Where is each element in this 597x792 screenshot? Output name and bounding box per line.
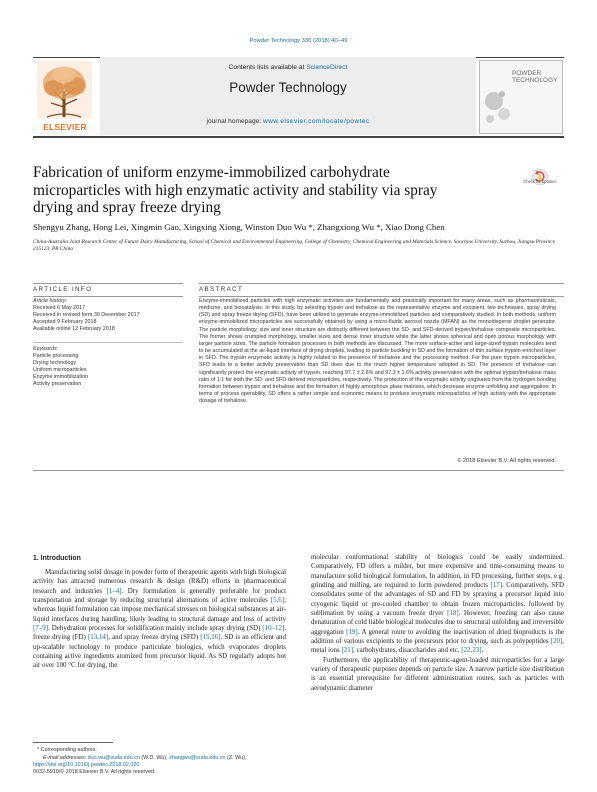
body-text: Manufacturing solid dosage in powder form of therapeutic agents with high biological activity has attracted numerous research & design (R&D) efforts in pharmaceutical research and industries	[33, 568, 286, 595]
contents-prefix: Contents lists available at	[228, 64, 307, 71]
history-received: Received 6 May 2017	[33, 305, 86, 312]
intro-left-column	[33, 568, 286, 671]
keywords-list	[33, 346, 183, 389]
keywords-label: Keywords:	[33, 346, 59, 352]
author-list: Shengyu Zhang, Hong Lei, Xingmin Gao, Xingxing Xiong, Winston Duo Wu *, Zhangxiong Wu *, Xiao Dong Chen	[33, 222, 445, 232]
history-accepted: Accepted 9 February 2018	[33, 319, 97, 326]
corresponding-footnote	[33, 746, 313, 762]
article-history-label: Article history:	[33, 298, 67, 304]
check-for-updates-label[interactable]: Check for updates	[523, 179, 557, 184]
body-text: . SD is an efficient and up-scalable technology to produce particulate biologics, which evaporates droplets containing active ingredients atomized from precursor liquid. As SD regularly adopts hot air over 100 °C for drying, the	[33, 633, 286, 670]
citation-link[interactable]: [1–4]	[106, 586, 122, 595]
contents-available-line	[100, 64, 476, 71]
section-heading-introduction: 1. Introduction	[33, 555, 81, 562]
email-link-wu-duo[interactable]: duo.wu@suda.edu.cn	[87, 755, 140, 761]
keyword-item: Drying technology	[33, 360, 77, 367]
author-affiliation: China-Australia Joint Research Center of Future Dairy Manufacturing, School of Chemical and Environmental Engineering, College of Chemistry, Chemical Engineering and Materials Science, Soochow University, Suzhou, Jiangsu Province 215123, PR China	[33, 239, 556, 252]
body-text: , freeze drying (FD)	[33, 624, 286, 642]
article-info-rule-bottom	[33, 296, 183, 297]
body-text: Furthermore, the applicability of therapeutic-agent-loaded microparticles for a large variety of therapeutic purposes depends on particle size. A narrow particle size distribution is an essential prerequisite for different administration routes, such as particles with aerodynamic diameter	[311, 655, 564, 692]
intro-right-column	[311, 553, 564, 693]
cover-journal-title: POWDER TECHNOLOGY	[512, 70, 558, 85]
body-text: molecular conformational stability of biologics could be easily undermined. Comparatively, FD offers a milder, but more expensive and time-consuming means to manufacture solid biological formulation. In addition, in FD processing, further steps, e.g. grinding and milling, are required to form powdered products	[311, 553, 564, 590]
email1-note: (W.D. Wu),	[139, 755, 170, 761]
citation-link[interactable]: [18]	[447, 609, 459, 618]
abstract-end-rule	[33, 470, 564, 471]
article-title: Fabrication of uniform enzyme-immobilized carbohydrate microparticles with high enzymatic activity and stability via spray drying and spray freeze drying	[33, 164, 438, 216]
body-text: , metal ions	[311, 637, 564, 655]
keyword-item: Activity preservation	[33, 381, 82, 388]
intro-paragraph	[311, 553, 564, 656]
abstract-rule	[199, 283, 564, 284]
email-link-wu-zhang[interactable]: zhangwu@suda.edu.cn	[169, 755, 226, 761]
email2-note: (Z. Wu).	[225, 755, 247, 761]
body-text: . Dehydration processes for solidification mainly include spray drying (SD)	[48, 624, 263, 633]
journal-homepage-link[interactable]: www.elsevier.com/locate/powtec	[262, 118, 370, 125]
body-text: . Dry formulation is generally preferable for product transportation and storage by reducing structural alternations of active molecules	[33, 586, 286, 605]
citation-link[interactable]: [19]	[346, 627, 358, 636]
journal-title: Powder Technology	[229, 80, 347, 95]
abstract-copyright: © 2018 Elsevier B.V. All rights reserved.	[457, 458, 556, 464]
article-history	[33, 298, 183, 333]
keyword-item: Particle processing	[33, 353, 79, 360]
email-label: E-mail addresses:	[43, 755, 88, 761]
check-for-updates-icon[interactable]	[527, 168, 553, 202]
sciencedirect-link[interactable]: ScienceDirect	[306, 64, 348, 71]
journal-homepage-line	[100, 118, 476, 125]
citation-link[interactable]: [21]	[341, 646, 354, 655]
body-text: . Comparatively, SFD consolidates some of the advantages of SD and FD by spraying a precursor liquid into cryogenic liquid or pre-cooled chamber to obtain frozen microparticles, followed by sublimation by using a vacuum freeze dryer	[311, 581, 564, 618]
article-info-heading: ARTICLE INFO	[33, 286, 93, 293]
body-text: . A general route to avoiding the inactivation of dried bioproducts is the addition of various excipients to the precursors prior to drying, such as polypeptides	[311, 627, 565, 646]
doi-block	[33, 762, 313, 776]
citation-link[interactable]: [10–12]	[262, 624, 285, 633]
citation-link[interactable]: [20]	[550, 637, 563, 646]
elsevier-tree-logo[interactable]	[37, 61, 92, 131]
citation-link[interactable]: [15,16]	[200, 633, 221, 642]
history-revised: Received in revised form 30 December 2017	[33, 312, 140, 319]
journal-reference-link[interactable]: Powder Technology 330 (2018) 40–49	[249, 38, 348, 44]
keyword-item: Enzyme immobilization	[33, 374, 89, 381]
corresponding-authors-note: * Corresponding authors.	[37, 747, 97, 753]
abstract-rule-bottom	[199, 296, 564, 297]
body-text: .	[481, 646, 484, 655]
body-text: , carbohydrates, disaccharides and etc.	[353, 646, 462, 655]
footnote-rule	[33, 742, 113, 743]
abstract-heading: ABSTRACT	[199, 286, 244, 293]
intro-paragraph	[33, 568, 286, 671]
citation-link[interactable]: [5,6]	[270, 596, 285, 605]
citation-link[interactable]: [17]	[490, 581, 503, 590]
keyword-item: Uniform microparticles	[33, 367, 87, 374]
body-text: ; whereas liquid formulation can impose mechanical stresses on biological substances at air-liquid interfaces during handling, likely leading to structural damage and loss of activity	[33, 596, 286, 623]
body-text: . However, freezing can also cause denaturation of cold liable biological molecules due to structural unfolding and irreversible aggregation	[311, 609, 564, 636]
homepage-label: journal homepage:	[206, 118, 263, 125]
body-text: , and spray freeze drying (SFD)	[108, 633, 201, 642]
history-online: Available online 12 February 2018	[33, 326, 115, 333]
elsevier-wordmark: ELSEVIER	[43, 122, 87, 132]
journal-cover-thumbnail[interactable]	[479, 60, 563, 134]
abstract-text: Enzyme-immobilized particles with high enzymatic activities are fundamentally and practically important for many areas, such as pharmaceuticals, medicine, and biocatalysis. In this study, by selecting trypsin and trehalose as the representative enzyme and excipient, two techniques, spray drying (SD) and spray freeze drying (SFD), have been utilized to generate enzyme-immobilized particles and comparatively studied. In both methods, uniform enzyme-immobilized microparticles are successfully obtained by using a micro-fluidic aerosol nozzle (MFAN) as the monodisperse droplet generator. The particle morphology, size and inner structure are distinctly different between the SD- and SFD-derived trypsin/trehalose composite microparticles. The former shows crumpled morphology, smaller sizes and dense inner structure while the latter shows spherical and open porous morphology with larger particle sizes. The particle formation processes in both methods are discussed. The more surface-active and large-sized trypsin molecules tend to be accumulated at the air-liquid interface of drying droplets, leading to particle buckling in SD and the formation of thin surface trypsin-enriched layer in SFD. The trypsin enzymatic activity is highly related to the presence of trehalose and the processing method. For the pure trypsin microparticles, SFD leads to a better activity preservation than SD does due to the much higher temperature adopted in SD. The presence of trehalose can significantly protect the enzymatic activity of trypsin, reaching 97.7 ± 2.6% and 97.3 ± 1.6% activity preservation with the optimal trypsin/trehalose mass ratio of 1:1 for both the SD- and SFD-derived microparticles, respectively. The protection of the enzymatic activity originates from the hydrogen bonding formation between trypsin and trehalose and the formation of highly amorphous glass matrices, which decrease enzyme unfolding and aggregation. In terms of process operability, SD offers a rather simple and economic means to produce enzymatic microparticles of high activity with the appropriate dosage of trehalose.	[199, 298, 556, 405]
citation-link[interactable]: [22,23]	[461, 646, 482, 655]
citation-link[interactable]: [13,14]	[87, 633, 109, 642]
keywords-rule	[33, 342, 183, 343]
article-info-rule	[33, 283, 183, 284]
doi-link[interactable]: https://doi.org/10.1016/j.powtec.2018.02.020	[33, 762, 140, 768]
issn-line: 0032-5910/© 2018 Elsevier B.V. All rights reserved.	[33, 769, 156, 776]
intro-paragraph	[311, 656, 564, 693]
citation-link[interactable]: [7–9]	[33, 624, 49, 633]
